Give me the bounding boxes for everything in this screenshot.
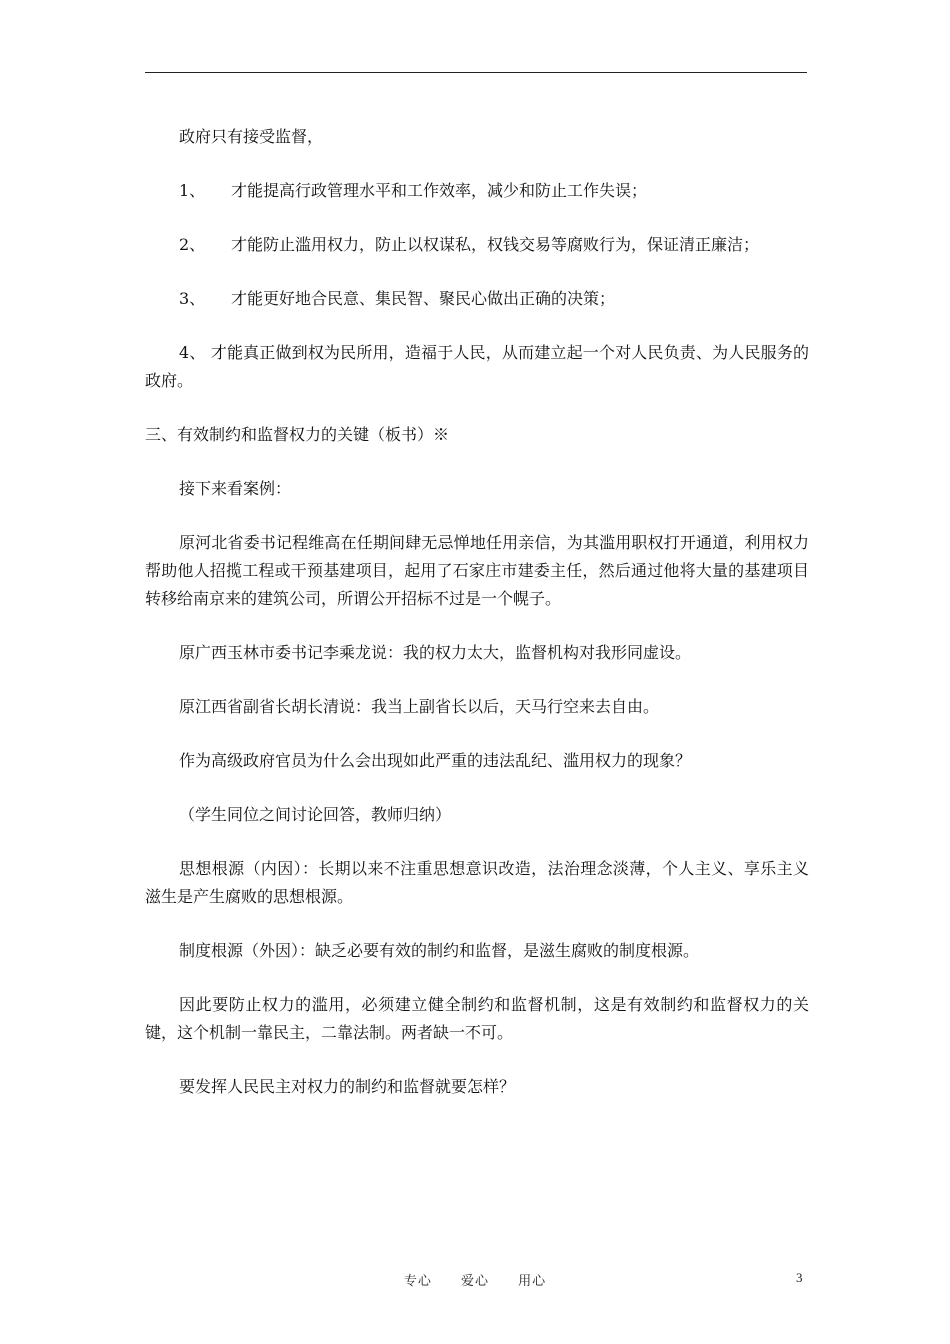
body-text (145, 123, 809, 1101)
list-number: 2、 (179, 235, 206, 254)
header-rule (145, 72, 807, 73)
paragraph: 4、 才能真正做到权为民所用，造福于人民，从而建立起一个对人民负责、为人民服务的政府。 (145, 343, 809, 390)
list-text: 才能更好地合民意、集民智、聚民心做出正确的决策； (231, 289, 616, 308)
footer-item: 爱心 (460, 1274, 489, 1289)
paragraph: 原河北省委书记程维高在任期间肆无忌惮地任用亲信，为其滥用职权打开通道，利用权力帮助他人招揽工程或干预基建项目，起用了石家庄市建委主任，然后通过他将大量的基建项目转移给南京来的建筑公司，所谓公开招标不过是一个幌子。 (145, 533, 809, 608)
paragraph: 三、有效制约和监督权力的关键（板书）※ (145, 425, 450, 444)
paragraph: 因此要防止权力的滥用，必须建立健全制约和监督机制，这是有效制约和监督权力的关键，这个机制一靠民主，二靠法制。两者缺一不可。 (145, 995, 809, 1042)
paragraph (145, 231, 809, 259)
paragraph: 作为高级政府官员为什么会出现如此严重的违法乱纪、滥用权力的现象？ (179, 751, 692, 770)
paragraph (145, 285, 809, 313)
page-number: 3 (796, 1270, 803, 1285)
list-text: 才能防止滥用权力，防止以权谋私，权钱交易等腐败行为，保证清正廉洁； (231, 235, 760, 254)
paragraph: 政府只有接受监督， (179, 127, 324, 146)
paragraph: 原江西省副省长胡长清说：我当上副省长以后，天马行空来去自由。 (179, 697, 660, 716)
list-number: 3、 (179, 289, 206, 308)
footer-item: 用心 (518, 1274, 547, 1289)
paragraph: 思想根源（内因）：长期以来不注重思想意识改造，法治理念淡薄，个人主义、享乐主义滋生是产生腐败的思想根源。 (145, 859, 809, 906)
footer-motto (0, 1270, 950, 1289)
paragraph: 原广西玉林市委书记李乘龙说：我的权力太大，监督机构对我形同虚设。 (179, 643, 692, 662)
paragraph: 要发挥人民民主对权力的制约和监督就要怎样？ (179, 1077, 516, 1096)
paragraph (145, 177, 809, 205)
paragraph: （学生同位之间讨论回答，教师归纳） (179, 805, 452, 824)
list-number: 1、 (179, 181, 206, 200)
footer-item: 专心 (403, 1274, 432, 1289)
paragraph: 接下来看案例： (179, 479, 292, 498)
list-text: 才能提高行政管理水平和工作效率，减少和防止工作失误； (231, 181, 648, 200)
paragraph: 制度根源（外因）：缺乏必要有效的制约和监督，是滋生腐败的制度根源。 (179, 941, 700, 960)
